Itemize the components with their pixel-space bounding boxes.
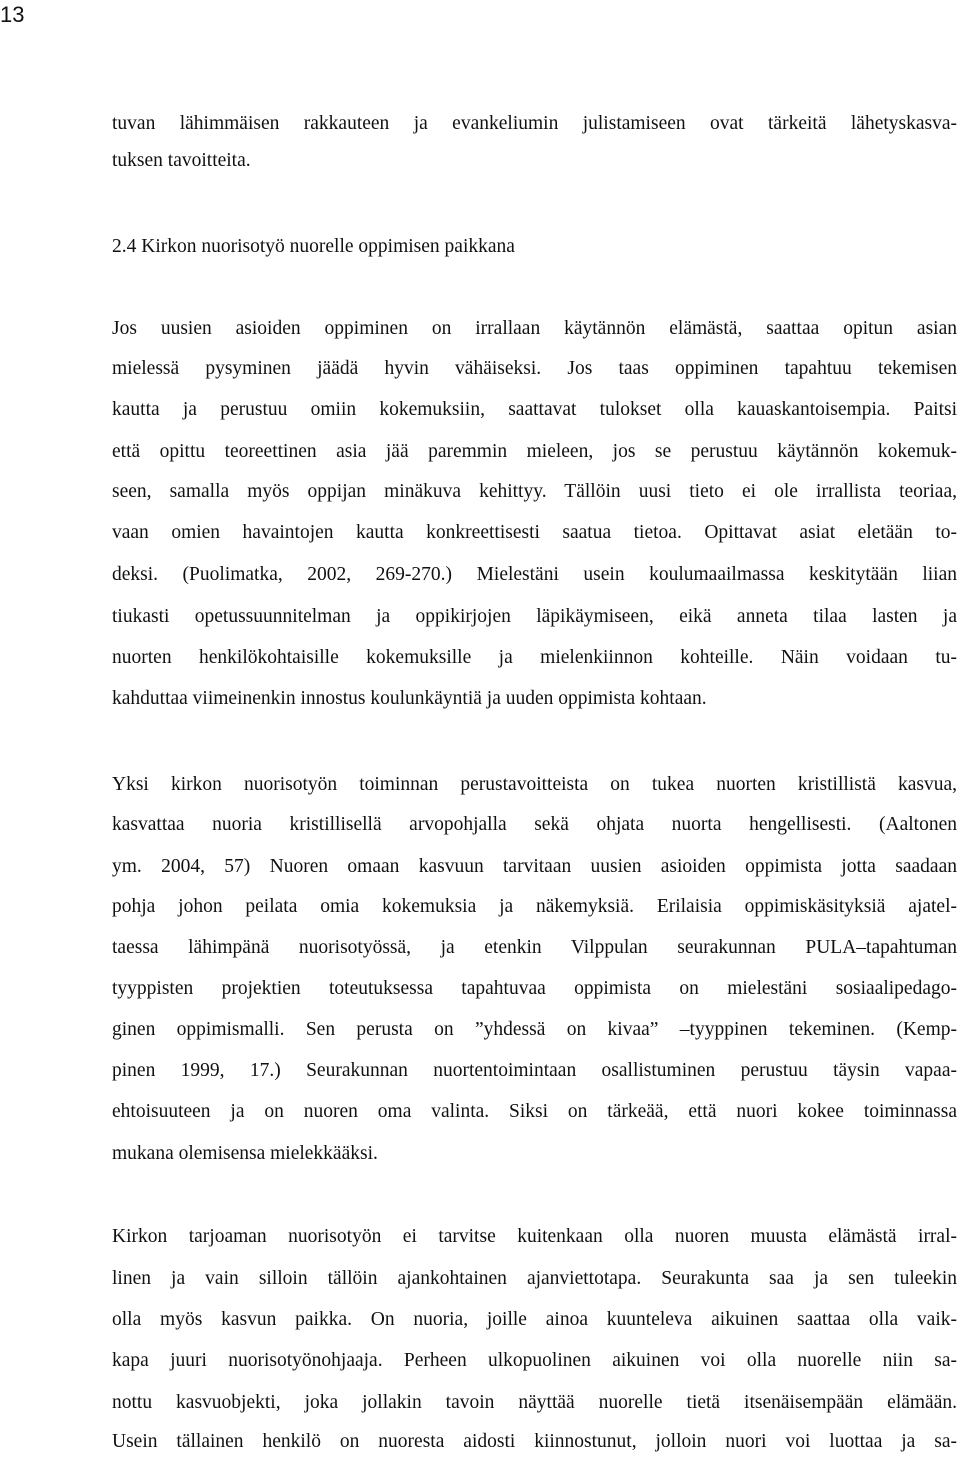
- section-heading: 2.4 Kirkon nuorisotyö nuorelle oppimisen paikkana: [112, 236, 515, 257]
- paragraph-line: kapa juuri nuorisotyönohjaaja. Perheen ulkopuolinen aikuinen voi olla nuorelle niin sa-: [112, 1350, 957, 1371]
- paragraph-line: Yksi kirkon nuorisotyön toiminnan perustavoitteista on tukea nuorten kristillistä kasvua,: [112, 774, 957, 795]
- paragraph-line: taessa lähimpänä nuorisotyössä, ja etenkin Vilppulan seurakunnan PULA–tapahtuman: [112, 937, 957, 958]
- paragraph-line: mukana olemisensa mielekkääksi.: [112, 1143, 378, 1164]
- paragraph-line: vaan omien havaintojen kautta konkreettisesti saatua tietoa. Opittavat asiat eletään to-: [112, 522, 957, 543]
- paragraph-line: olla myös kasvun paikka. On nuoria, joille ainoa kuunteleva aikuinen saattaa olla vaik-: [112, 1309, 957, 1330]
- paragraph-line: kautta ja perustuu omiin kokemuksiin, saattavat tulokset olla kauaskantoisempia. Paitsi: [112, 399, 957, 420]
- page-number: 13: [0, 2, 25, 27]
- paragraph-line: ym. 2004, 57) Nuoren omaan kasvuun tarvitaan uusien asioiden oppimista jotta saadaan: [112, 856, 957, 877]
- paragraph-line: nottu kasvuobjekti, joka jollakin tavoin näyttää nuorelle tietä itsenäisempään elämään.: [112, 1392, 957, 1413]
- paragraph-line: Kirkon tarjoaman nuorisotyön ei tarvitse kuitenkaan olla nuoren muusta elämästä irral-: [112, 1226, 957, 1247]
- paragraph-line: ehtoisuuteen ja on nuoren oma valinta. Siksi on tärkeää, että nuori kokee toiminnassa: [112, 1101, 957, 1122]
- paragraph-line: linen ja vain silloin tällöin ajankohtainen ajanviettotapa. Seurakunta saa ja sen tuleekin: [112, 1268, 957, 1289]
- paragraph-line: deksi. (Puolimatka, 2002, 269-270.) Mielestäni usein koulumaailmassa keskitytään liian: [112, 564, 957, 585]
- paragraph-line: Jos uusien asioiden oppiminen on irrallaan käytännön elämästä, saattaa opitun asian: [112, 318, 957, 339]
- paragraph-line: pohja johon peilata omia kokemuksia ja näkemyksiä. Erilaisia oppimiskäsityksiä ajatel-: [112, 896, 957, 917]
- paragraph-line: tiukasti opetussuunnitelman ja oppikirjojen läpikäymiseen, eikä anneta tilaa lasten ja: [112, 606, 957, 627]
- paragraph-line: nuorten henkilökohtaisille kokemuksille ja mielenkiinnon kohteille. Näin voidaan tu-: [112, 647, 957, 668]
- paragraph-line: seen, samalla myös oppijan minäkuva kehittyy. Tällöin uusi tieto ei ole irrallista teoriaa,: [112, 481, 957, 502]
- paragraph-line: pinen 1999, 17.) Seurakunnan nuortentoimintaan osallistuminen perustuu täysin vapaa-: [112, 1060, 957, 1081]
- paragraph-line: mielessä pysyminen jäädä hyvin vähäiseksi. Jos taas oppiminen tapahtuu tekemisen: [112, 358, 957, 379]
- paragraph-line: Usein tällainen henkilö on nuoresta aidosti kiinnostunut, jolloin nuori voi luottaa ja sa-: [112, 1431, 957, 1452]
- paragraph-line: että opittu teoreettinen asia jää paremmin mieleen, jos se perustuu käytännön kokemuk-: [112, 441, 957, 462]
- paragraph-line: tyyppisten projektien toteutuksessa tapahtuvaa oppimista on mielestäni sosiaalipedago-: [112, 978, 957, 999]
- paragraph-line: kahduttaa viimeinenkin innostus koulunkäyntiä ja uuden oppimista kohtaan.: [112, 688, 707, 709]
- paragraph-line: kasvattaa nuoria kristillisellä arvopohjalla sekä ohjata nuorta hengellisesti. (Aaltonen: [112, 814, 957, 835]
- paragraph-line: tuvan lähimmäisen rakkauteen ja evankeliumin julistamiseen ovat tärkeitä lähetyskasva-: [112, 113, 957, 134]
- paragraph-line: tuksen tavoitteita.: [112, 150, 251, 171]
- paragraph-line: ginen oppimismalli. Sen perusta on ”yhdessä on kivaa” –tyyppinen tekeminen. (Kemp-: [112, 1019, 957, 1040]
